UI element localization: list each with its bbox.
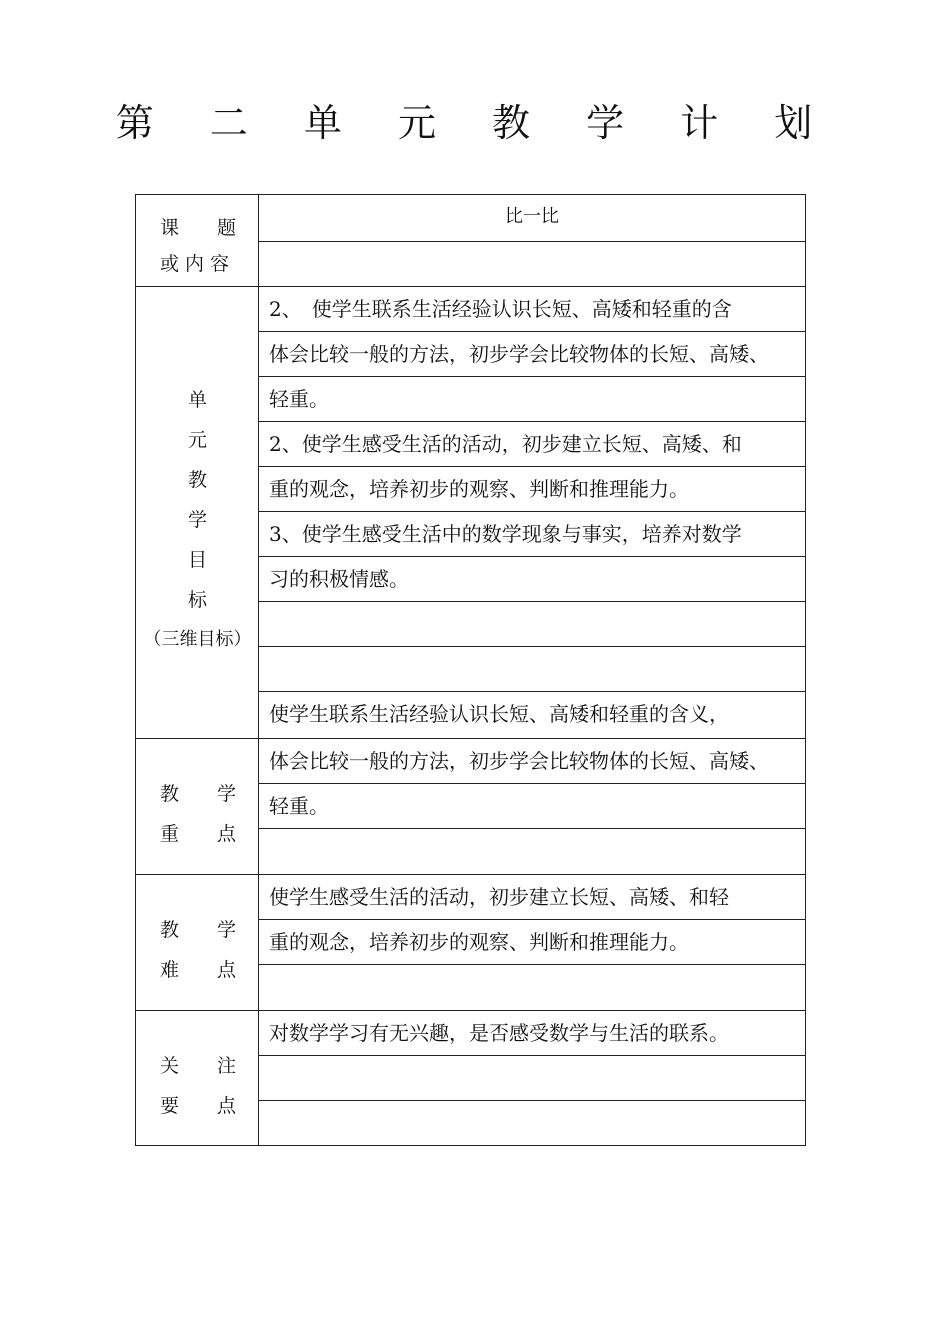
goals-line: 习的积极情感。: [259, 556, 805, 601]
difficulties-line: 使学生感受生活的活动，初步建立长短、高矮、和轻: [259, 874, 805, 919]
goals-line: 2、 使学生联系生活经验认识长短、高矮和轻重的含: [259, 286, 805, 331]
difficulties-line: [259, 964, 805, 1010]
goals-line: 使学生联系生活经验认识长短、高矮和轻重的含义，: [259, 691, 805, 736]
goals-label-chars: 单 元 教 学 目 标 （三维目标）: [136, 380, 259, 660]
goals-line: 轻重。: [259, 376, 805, 421]
key-points-label-row1: 教 学: [160, 783, 236, 805]
focus-line: [259, 1055, 805, 1100]
topic-label-row1: 课 题: [160, 217, 236, 239]
difficulties-label: [136, 874, 259, 1010]
focus-line: [259, 1100, 805, 1145]
plan-table: [135, 194, 806, 1146]
goals-line: 3、使学生感受生活中的数学现象与事实，培养对数学: [259, 511, 805, 556]
key-points-label-row2: 重 点: [160, 823, 236, 845]
goals-line: 重的观念，培养初步的观察、判断和推理能力。: [259, 466, 805, 511]
focus-label: [136, 1010, 259, 1146]
difficulties-label-row2: 难 点: [160, 959, 236, 981]
page-title: 第 二 单 元 教 学 计 划: [115, 101, 835, 145]
goals-line: [259, 601, 805, 646]
goals-line: [259, 646, 805, 691]
goals-label: [136, 286, 259, 738]
goals-label-note: （三维目标）: [143, 629, 252, 650]
difficulties-line: 重的观念，培养初步的观察、判断和推理能力。: [259, 919, 805, 964]
goals-line: 体会比较一般的方法，初步学会比较物体的长短、高矮、: [259, 331, 805, 376]
key-points-label: [136, 738, 259, 874]
goals-line: 2、使学生感受生活的活动，初步建立长短、高矮、和: [259, 421, 805, 466]
focus-line: 对数学学习有无兴趣，是否感受数学与生活的联系。: [259, 1010, 805, 1055]
topic-blank-line: [259, 241, 805, 286]
difficulties-label-row1: 教 学: [160, 919, 236, 941]
key-points-line: [259, 828, 805, 874]
focus-label-row2: 要 点: [160, 1095, 236, 1117]
focus-label-row1: 关 注: [160, 1055, 236, 1077]
key-points-line: 体会比较一般的方法，初步学会比较物体的长短、高矮、: [259, 738, 805, 783]
key-points-line: 轻重。: [259, 783, 805, 828]
topic-value: 比一比: [505, 206, 559, 227]
topic-label: [136, 195, 259, 286]
topic-label-row2: 或 内 容: [160, 253, 230, 275]
